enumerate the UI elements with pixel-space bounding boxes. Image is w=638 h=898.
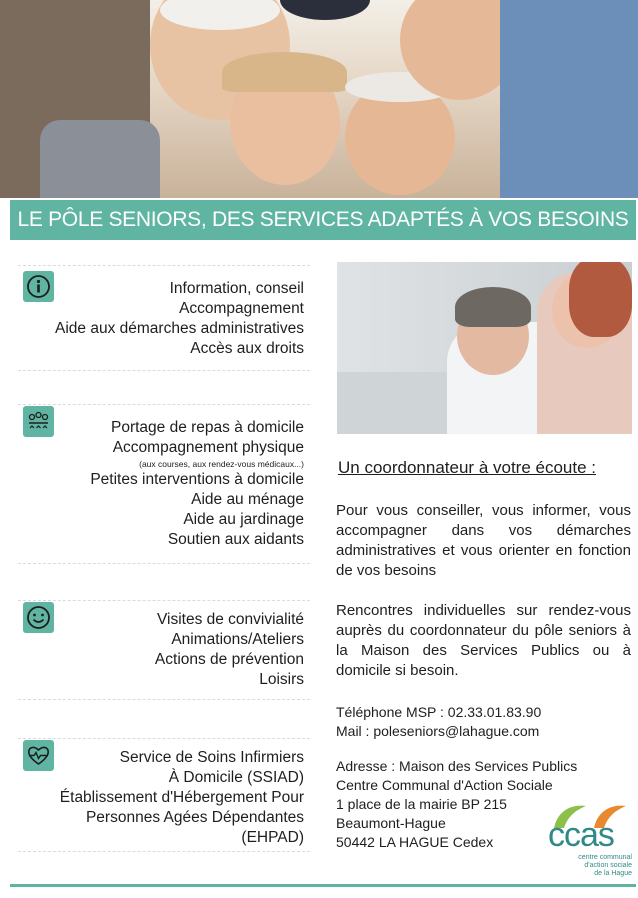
- smiley-icon: [23, 602, 54, 633]
- service-line: Portage de repas à domicile: [110, 419, 304, 436]
- title-banner: [10, 200, 636, 240]
- service-block-information: [18, 265, 310, 369]
- meal-tray-icon: [23, 406, 54, 437]
- service-line: Établissement d'Hébergement Pour: [59, 789, 304, 806]
- address-line: 50442 LA HAGUE Cedex: [336, 834, 494, 850]
- heart-pulse-icon: [23, 740, 54, 771]
- service-line: Accès aux droits: [190, 340, 304, 357]
- service-line: Personnes Agées Dépendantes: [85, 809, 304, 826]
- service-lines: [60, 748, 304, 848]
- logo-subtitle: centre communal: [578, 854, 632, 861]
- coordinator-paragraph: Pour vous conseiller, vous informer, vous accompagner dans vos démarches administratives et vous orienter en fonction de vos besoins: [336, 502, 631, 579]
- coordinator-title: Un coordonnateur à votre écoute :: [338, 458, 596, 477]
- service-line: Loisirs: [259, 671, 304, 688]
- caregiver-photo: [337, 262, 632, 434]
- coordinator-paragraph: Rencontres individuelles sur rendez-vous auprès du coordonnateur du pôle seniors à la Maison des Services Publics ou à domicile si besoin.: [336, 602, 631, 679]
- service-note: (aux courses, aux rendez-vous médicaux...): [139, 459, 304, 469]
- service-block-activities: [18, 600, 310, 698]
- info-icon: [23, 271, 54, 302]
- phone-line: Téléphone MSP : 02.33.01.83.90: [336, 704, 542, 720]
- service-line: Accompagnement: [179, 300, 304, 317]
- service-line: Service de Soins Infirmiers: [119, 749, 304, 766]
- service-line: Animations/Ateliers: [171, 631, 304, 648]
- ccas-logo: [546, 800, 634, 876]
- service-block-care: [18, 738, 310, 850]
- service-line: Aide aux démarches administratives: [55, 320, 304, 337]
- address-block: [336, 757, 577, 852]
- service-line: Soutien aux aidants: [167, 531, 304, 548]
- address-line: 1 place de la mairie BP 215: [336, 796, 507, 812]
- service-line: Actions de prévention: [154, 651, 304, 668]
- logo-subtitle: d'action sociale: [584, 862, 632, 869]
- service-lines: [90, 418, 304, 550]
- service-line: (EHPAD): [241, 829, 304, 846]
- address-line: Beaumont-Hague: [336, 815, 446, 831]
- service-line: Petites interventions à domicile: [90, 471, 304, 488]
- service-block-home-help: [18, 404, 310, 562]
- logo-subtitle: de la Hague: [594, 870, 632, 877]
- address-line: Centre Communal d'Action Sociale: [336, 777, 553, 793]
- mail-line[interactable]: Mail : poleseniors@lahague.com: [336, 723, 540, 739]
- service-line: À Domicile (SSIAD): [168, 769, 304, 786]
- service-line: Aide au jardinage: [183, 511, 304, 528]
- logo-wordmark: ccas: [548, 816, 614, 854]
- service-line: Visites de convivialité: [156, 611, 304, 628]
- service-line: Accompagnement physique: [112, 439, 304, 456]
- banner-title: LE PÔLE SENIORS, DES SERVICES ADAPTÉS À VOS BESOINS: [17, 208, 629, 231]
- service-line: Aide au ménage: [191, 491, 304, 508]
- address-line: Adresse : Maison des Services Publics: [336, 758, 578, 774]
- footer-divider: [10, 884, 636, 887]
- service-line: Information, conseil: [169, 280, 304, 297]
- seniors-group-photo: [0, 0, 638, 198]
- service-lines: [55, 279, 304, 359]
- service-lines: [155, 610, 304, 690]
